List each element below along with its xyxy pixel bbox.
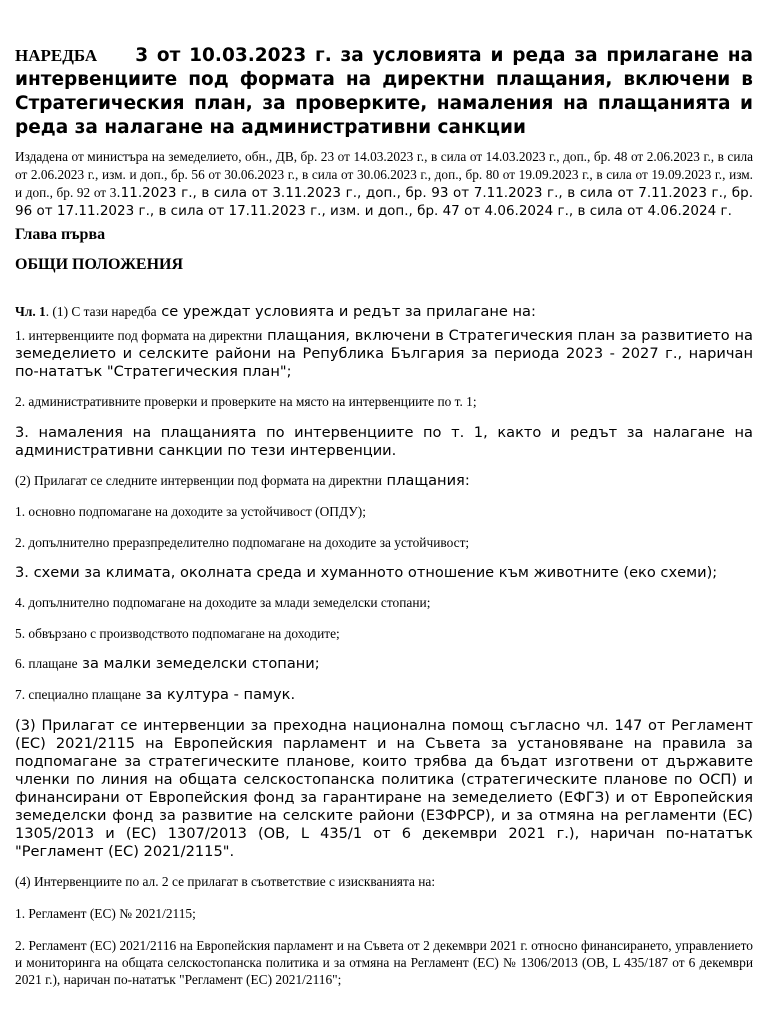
intervention-2: 2. допълнително преразпределително подпомагане на доходите за устойчивост; xyxy=(15,535,470,550)
art1-para-2: (2) Прилагат се следните интервенции под формата на директни плащания: xyxy=(15,472,470,489)
art1-para-3: (3) Прилагат се интервенции за преходна национална помощ съгласно чл. 147 от Регламент (ЕС) 2021/2115 на Европейския парламент и на Съвета за установяване на правила за подпомагане за стратегическите планове, които трябва да бъдат изготвени от държавите членки по линия на общата селскостопанска политика (стратегическите планове по ОСП) и финансирани от Европейския фонд за гарантиране на земеделието (ЕФГЗ) и от Европейския земеделски фонд за развитие на селските райони (ЕЗФРСР), и за отмяна на регламенти (ЕС) 1305/2013 и (ЕС) 1307/2013 (ОВ, L 435/1 от 6 декември 2021 г.), наричан по-нататък "Регламент (ЕС) 2021/2115". xyxy=(15,717,753,860)
section-title: ОБЩИ ПОЛОЖЕНИЯ xyxy=(15,256,184,273)
publication-info-part1: Издадена от министъра на земеделието, обн., ДВ, бр. 23 от 14.03.2023 г., в сила от 14.03.2023 г., доп., бр. 48 от 2.06.2023 г., в сила от 2.06.2023 г., изм. и доп., бр. 56 от 30.06.2023 г., в сила от 30.06.2023 г., доп., бр. 80 от 19.09.2023 г., в сила от 19.09.2023 г., изм. и доп., бр. 92 от 3 xyxy=(15,149,753,200)
document-title xyxy=(15,44,753,140)
intervention-4: 4. допълнително подпомагане на доходите за млади земеделски стопани; xyxy=(15,595,431,610)
regulation-2: 2. Регламент (ЕС) 2021/2116 на Европейския парламент и на Съвета от 2 декември 2021 г. относно финансирането, управлението и мониторинга на общата селскостопанска политика и за отмяна на Регламент (ЕС) № 1306/2013 (ОВ, L 435/187 от 6 декември 2021 г.), наричан по-нататък "Регламент (ЕС) 2021/2116"; xyxy=(15,938,753,987)
publication-info xyxy=(15,148,753,220)
title-word: НАРЕДБА xyxy=(15,46,98,65)
art1-item-3: 3. намаления на плащанията по интервенциите по т. 1, както и редът за налагане на административни санкции по тези интервенции. xyxy=(15,424,753,459)
art1-item-1: 1. интервенциите под формата на директни плащания, включени в Стратегическия план за развитието на земеделието и селските райони на Република България за периода 2023 - 2027 г., наричан по-нататък "Стратегическия план"; xyxy=(15,327,753,380)
intervention-3: 3. схеми за климата, околната среда и хуманното отношение към животните (еко схеми); xyxy=(15,564,718,581)
title-continuation: на интервенциите под формата на директни плащания, включени в Стратегическия план, за проверките, намаления на плащанията и реда за налагане на административни санкции xyxy=(15,45,753,138)
intervention-5: 5. обвързано с производството подпомагане на доходите; xyxy=(15,626,340,641)
art1-intro: Чл. 1. (1) С тази наредба се уреждат условията и редът за прилагане на: xyxy=(15,303,536,320)
intervention-6: 6. плащане за малки земеделски стопани; xyxy=(15,655,320,672)
intervention-7: 7. специално плащане за култура - памук. xyxy=(15,686,296,703)
chapter-title: Глава първа xyxy=(15,226,106,243)
art1-para-4: (4) Интервенциите по ал. 2 се прилагат в съответствие с изискванията на: xyxy=(15,874,436,889)
intervention-1: 1. основно подпомагане на доходите за устойчивост (ОПДУ); xyxy=(15,504,366,519)
art1-item-2: 2. административните проверки и проверките на място на интервенциите по т. 1; xyxy=(15,394,477,409)
article-label: Чл. 1 xyxy=(15,304,46,319)
regulation-1: 1. Регламент (ЕС) № 2021/2115; xyxy=(15,906,196,921)
document-page xyxy=(15,44,753,988)
publication-info-part2: .11.2023 г., в сила от 3.11.2023 г., доп., бр. 93 от 7.11.2023 г., в сила от 7.11.2023 г., бр. 96 от 17.11.2023 г., в сила от 17.11.2023 г., изм. и доп., бр. 47 от 4.06.2024 г., в сила от 4.06.2024 г. xyxy=(15,185,753,219)
title-line1: 3 от 10.03.2023 г. за условията и реда за прилагане xyxy=(135,45,719,66)
